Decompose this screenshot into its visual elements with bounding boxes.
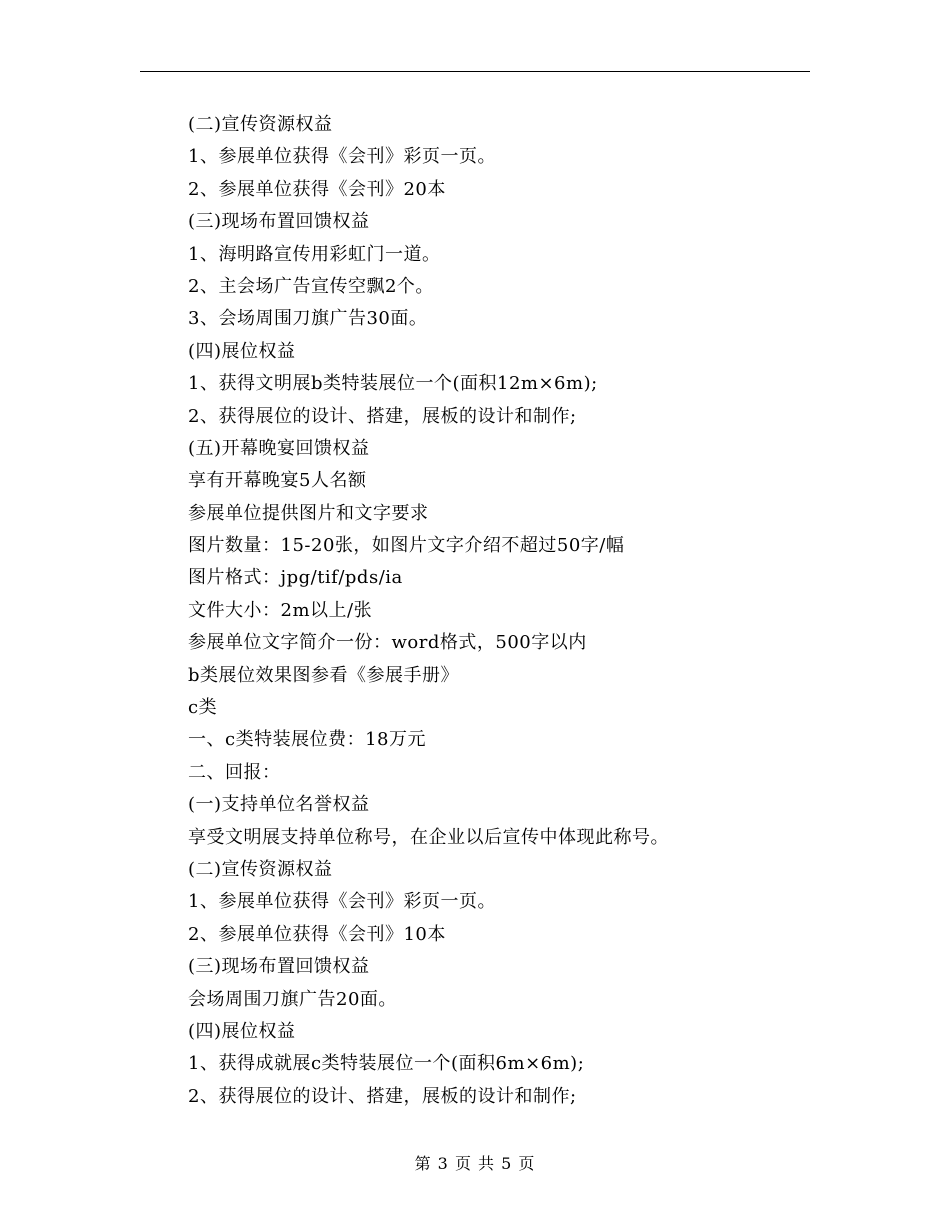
header-rule xyxy=(140,71,810,72)
text-line: 1、获得文明展b类特装展位一个(面积12m×6m); xyxy=(188,373,598,395)
text-line: c类 xyxy=(188,697,218,719)
document-body xyxy=(188,109,808,1113)
text-line: 1、海明路宣传用彩虹门一道。 xyxy=(188,243,441,265)
text-line: 2、参展单位获得《会刊》20本 xyxy=(188,178,446,200)
text-line: (四)展位权益 xyxy=(188,1020,296,1042)
text-line: 2、获得展位的设计、搭建，展板的设计和制作; xyxy=(188,1085,577,1107)
text-line: 享受文明展支持单位称号，在企业以后宣传中体现此称号。 xyxy=(188,826,669,848)
text-line: b类展位效果图参看《参展手册》 xyxy=(188,664,460,686)
text-line: 一、c类特装展位费：18万元 xyxy=(188,729,426,751)
text-line: 2、获得展位的设计、搭建，展板的设计和制作; xyxy=(188,405,577,427)
text-line: 2、主会场广告宣传空飘2个。 xyxy=(188,275,434,297)
text-line: 1、参展单位获得《会刊》彩页一页。 xyxy=(188,146,496,168)
text-line: 参展单位提供图片和文字要求 xyxy=(188,502,429,524)
text-line: 享有开幕晚宴5人名额 xyxy=(188,470,367,492)
text-line: (四)展位权益 xyxy=(188,340,296,362)
text-line: (五)开幕晚宴回馈权益 xyxy=(188,437,370,459)
text-line: 图片格式：jpg/tif/pds/ia xyxy=(188,567,403,589)
text-line: 会场周围刀旗广告20面。 xyxy=(188,988,397,1010)
text-line: (二)宣传资源权益 xyxy=(188,114,333,135)
text-line: (三)现场布置回馈权益 xyxy=(188,211,370,233)
page-number: 第 3 页 共 5 页 xyxy=(414,1154,536,1173)
text-line: 文件大小：2m以上/张 xyxy=(188,599,373,621)
text-line: 1、参展单位获得《会刊》彩页一页。 xyxy=(188,891,496,913)
text-line: (二)宣传资源权益 xyxy=(188,858,333,880)
text-line: 2、参展单位获得《会刊》10本 xyxy=(188,923,446,945)
text-line: 二、回报： xyxy=(188,761,281,783)
text-line: 3、会场周围刀旗广告30面。 xyxy=(188,308,428,330)
text-line: 1、获得成就展c类特装展位一个(面积6m×6m); xyxy=(188,1053,585,1075)
text-line: 参展单位文字简介一份：word格式，500字以内 xyxy=(188,632,587,654)
text-line: 图片数量：15-20张，如图片文字介绍不超过50字/幅 xyxy=(188,535,625,557)
text-line: (一)支持单位名誉权益 xyxy=(188,794,370,816)
text-line: (三)现场布置回馈权益 xyxy=(188,956,370,978)
